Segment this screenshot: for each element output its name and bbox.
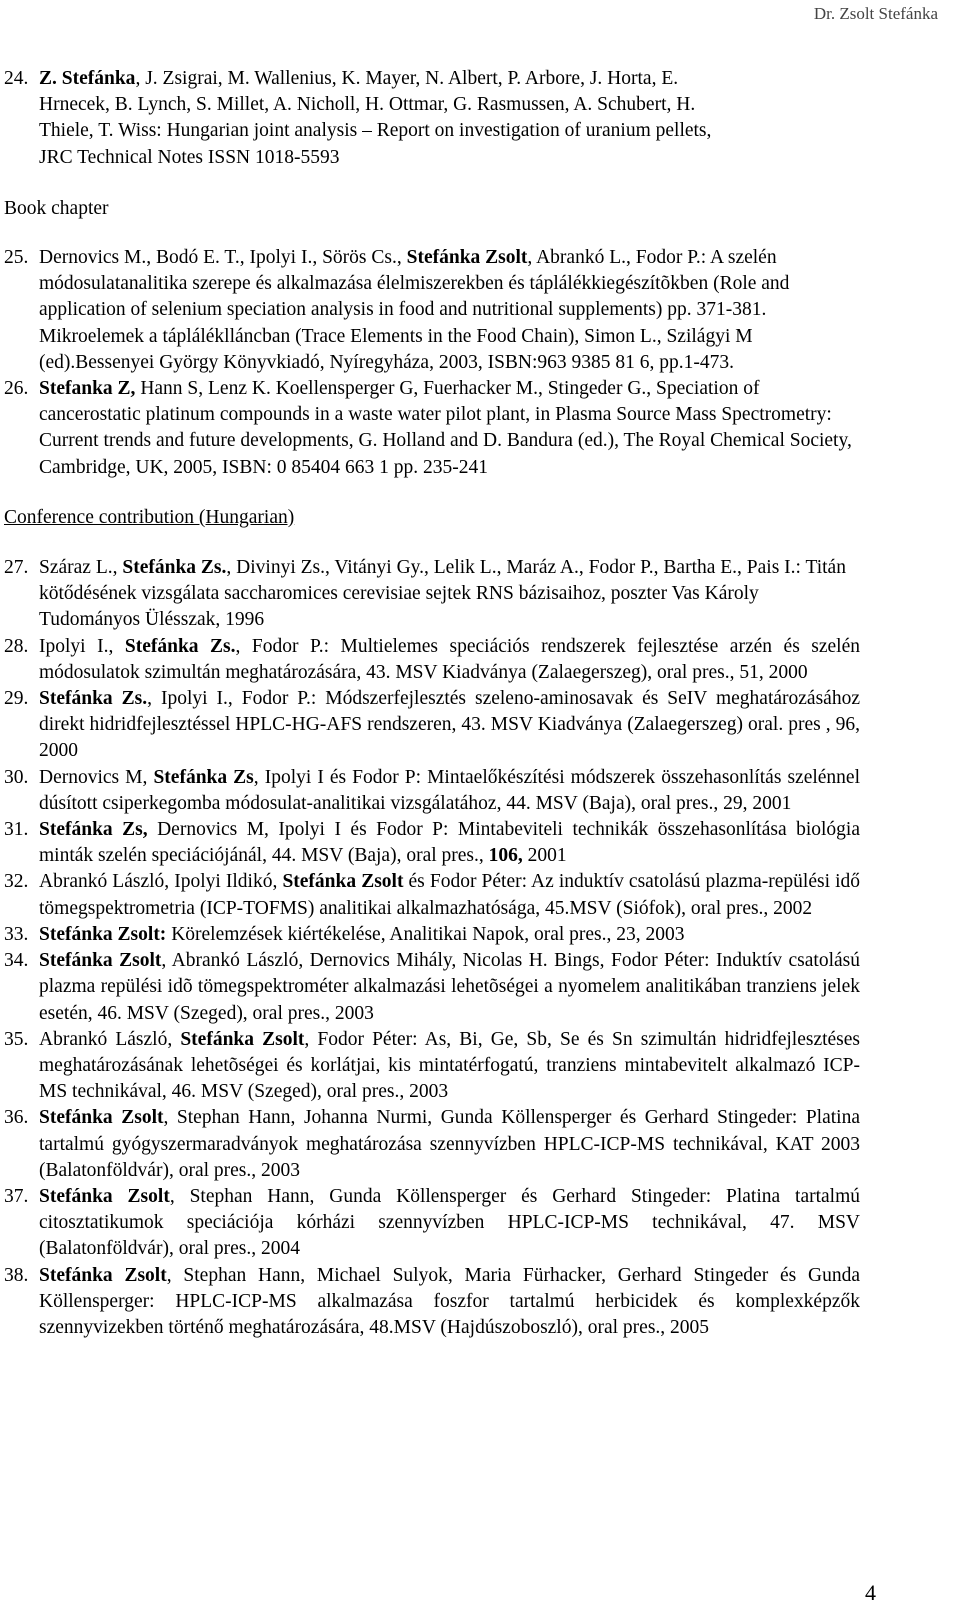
author-highlight: Stefánka Zsolt <box>282 871 404 893</box>
author-highlight: Stefánka Zsolt <box>39 1264 167 1286</box>
author-highlight: Stefánka Zs <box>153 766 254 788</box>
publication-entry-30: 30. Dernovics M, Stefánka Zs, Ipolyi I és Fodor P: Mintaelőkészítési módszerek összehasonlítás szelénnel dúsított csiperkegomba módosulat-analitikai vizsgálatához, 44. MSV (Baja), oral pres., 29, 2001 <box>4 765 860 817</box>
publication-entry-33: 33. Stefánka Zsolt: Körelemzések kiértékelése, Analitikai Napok, oral pres., 23, 2003 <box>4 922 860 948</box>
entry-number: 32. <box>4 871 29 893</box>
page-number: 4 <box>865 1580 876 1605</box>
publication-entry-36: 36. Stefánka Zsolt, Stephan Hann, Johanna Nurmi, Gunda Köllensperger és Gerhard Stingeder: Platina tartalmú gyógyszermaradványok meghatározása szennyvízben HPLC-ICP-MS technikával, KAT 2003 (Balatonföldvár), oral pres., 2003 <box>4 1105 860 1184</box>
author-highlight: Stefánka Zsolt <box>39 1185 170 1207</box>
entry-number: 25. <box>4 247 29 269</box>
publication-entry-34: 34. Stefánka Zsolt, Abrankó László, Dernovics Mihály, Nicolas H. Bings, Fodor Péter: Induktív csatolású plazma repülési idõ tömegspektrométer alkalmazási lehetõségei a nyomelem analitikában tranziens jelek esetén, 46. MSV (Szeged), oral pres., 2003 <box>4 948 860 1027</box>
entry-number: 36. <box>4 1107 29 1129</box>
entry-number: 28. <box>4 635 29 657</box>
entry-number: 24. <box>4 68 29 89</box>
section-heading-book-chapter: Book chapter <box>4 197 109 219</box>
author-highlight: Stefánka Zsolt: <box>39 923 167 945</box>
publication-entry-24: 24. Z. Stefánka, J. Zsigrai, M. Wallenius, K. Mayer, N. Albert, P. Arbore, J. Horta, E. Hrnecek, B. Lynch, S. Millet, A. Nicholl, H. Ottmar, G. Rasmussen, A. Schubert, H. Thiele, T. Wiss: Hungarian joint analysis – Report on investigation of uranium pellets, JRC Technical Notes ISSN 1018-5593 <box>4 66 860 171</box>
entry-number: 35. <box>4 1028 29 1050</box>
publication-entry-37: 37. Stefánka Zsolt, Stephan Hann, Gunda Köllensperger és Gerhard Stingeder: Platina tartalmú citosztatikumok speciációja kórházi szennyvízben HPLC-ICP-MS technikával, 47. MSV (Balatonföldvár), oral pres., 2004 <box>4 1184 860 1263</box>
author-highlight: Stefánka Zs. <box>39 688 148 710</box>
author-highlight: Stefánka Zsolt <box>39 950 162 972</box>
running-header: Dr. Zsolt Stefánka <box>813 4 938 23</box>
publication-entry-35: 35. Abrankó László, Stefánka Zsolt, Fodor Péter: As, Bi, Ge, Sb, Se és Sn szimultán hidridfejlesztéses meghatározásának lehetõségei és korlátjai, kis mintatérfogatú, tranziens mintabevitelt alkalmazó ICP-MS technikával, 46. MSV (Szeged), oral pres., 2003 <box>4 1027 860 1106</box>
entry-number: 38. <box>4 1264 29 1286</box>
publication-entry-29: 29. Stefánka Zs., Ipolyi I., Fodor P.: Módszerfejlesztés szeleno-aminosavak és SeIV meghatározásához direkt hidridfejlesztéssel HPLC-HG-AFS rendszeren, 43. MSV Kiadványa (Zalaegerszeg) oral. pres , 96, 2000 <box>4 686 860 765</box>
author-highlight: Stefánka Zsolt <box>406 247 528 269</box>
author-highlight: Stefánka Zsolt <box>39 1107 164 1129</box>
entry-number: 34. <box>4 950 29 972</box>
publication-entry-32: 32. Abrankó László, Ipolyi Ildikó, Stefánka Zsolt és Fodor Péter: Az induktív csatolású plazma-repülési idő tömegspektrometria (ICP-TOFMS) analitikai alkalmazhatósága, 45.MSV (Siófok), oral pres., 2002 <box>4 869 860 921</box>
entry-number: 30. <box>4 766 29 788</box>
entry-number: 26. <box>4 378 29 400</box>
entry-number: 31. <box>4 819 29 841</box>
publication-entry-27: 27. Száraz L., Stefánka Zs., Divinyi Zs., Vitányi Gy., Lelik L., Maráz A., Fodor P., Bartha E., Pais I.: Titán kötődésének vizsgálata saccharomices cerevisiae sejtek RNS bázisaihoz, poszter Vas Károly Tudományos Ülésszak, 1996 <box>4 555 860 634</box>
publication-entry-38: 38. Stefánka Zsolt, Stephan Hann, Michael Sulyok, Maria Fürhacker, Gerhard Stingeder és Gunda Köllensperger: HPLC-ICP-MS alkalmazása foszfor tartalmú herbicidek és komplexképzők szennyvizekben történő meghatározására, 48.MSV (Hajdúszoboszló), oral pres., 2005 <box>4 1263 860 1342</box>
publication-list <box>4 66 860 1341</box>
section-heading-conference: Conference contribution (Hungarian) <box>4 506 295 528</box>
publication-entry-31: 31. Stefánka Zs, Dernovics M, Ipolyi I és Fodor P: Mintabeviteli technikák összehasonlítása biológia minták szelén speciációjánál, 44. MSV (Baja), oral pres., 106, 2001 <box>4 817 860 869</box>
entry-number: 33. <box>4 923 29 945</box>
author-highlight: Stefánka Zs. <box>124 635 236 657</box>
entry-number: 37. <box>4 1185 29 1207</box>
entry-number: 27. <box>4 557 29 579</box>
publication-entry-25: 25. Dernovics M., Bodó E. T., Ipolyi I., Sörös Cs., Stefánka Zsolt, Abrankó L., Fodor P.: A szelén módosulatanalitika szerepe és alkalmazása élelmiszerekben és táplálékkiegészítõkben (Role and application of selenium speciation analysis in food and nutritional supplements) pp. 371-381. Mikroelemek a tápláléklláncban (Trace Elements in the Food Chain), Simon L., Szilágyi M (ed).Bessenyei György Könyvkiadó, Nyíregyháza, 2003, ISBN:963 9385 81 6, pp.1-473. <box>4 245 860 376</box>
author-highlight: Stefánka Zs. <box>122 557 227 579</box>
author-highlight: Stefánka Zs, <box>39 819 148 841</box>
publication-entry-26: 26. Stefanka Z, Hann S, Lenz K. Koellensperger G, Fuerhacker M., Stingeder G., Speciation of cancerostatic platinum compounds in a waste water pilot plant, in Plasma Source Mass Spectrometry: Current trends and future developments, G. Holland and D. Bandura (ed.), The Royal Chemical Society, Cambridge, UK, 2005, ISBN: 0 85404 663 1 pp. 235-241 <box>4 376 860 481</box>
author-highlight: Stefánka Zsolt <box>180 1028 305 1050</box>
author-highlight: Stefanka Z, <box>39 378 136 400</box>
author-highlight: Z. Stefánka <box>39 68 136 89</box>
entry-number: 29. <box>4 688 29 710</box>
publication-entry-28: 28. Ipolyi I., Stefánka Zs., Fodor P.: Multielemes speciációs rendszerek fejlesztése arzén és szelén módosulatok szimultán meghatározására, 43. MSV Kiadványa (Zalaegerszeg), oral pres., 51, 2000 <box>4 634 860 686</box>
